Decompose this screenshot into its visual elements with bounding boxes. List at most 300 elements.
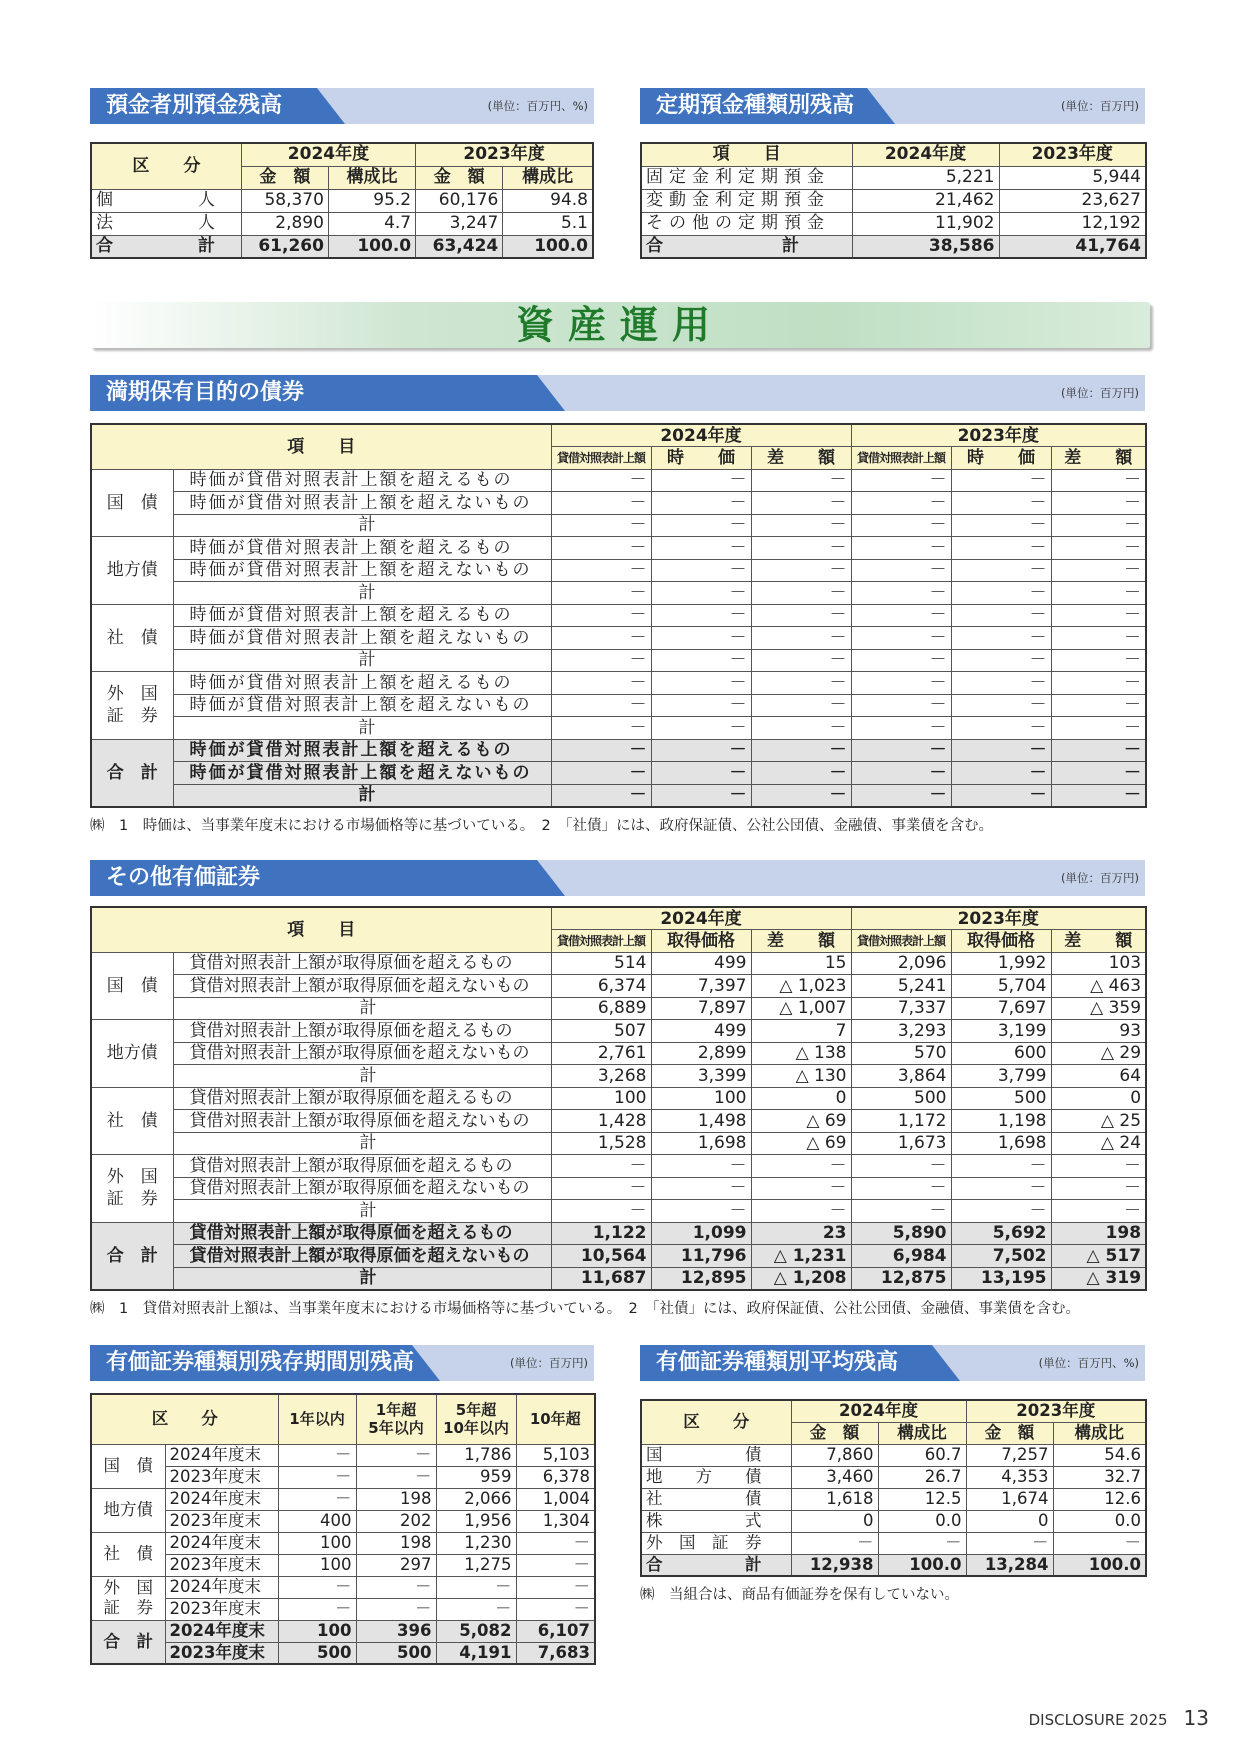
header-acquisition-cost: 取得価格: [651, 930, 751, 953]
cell-value: △ 1,007: [751, 997, 851, 1020]
header-book-value: 貸借対照表計上額: [551, 930, 651, 953]
publication-name: DISCLOSURE 2025: [1028, 1711, 1168, 1729]
header-over-10y: 10年超: [516, 1394, 595, 1444]
table-row: [91, 537, 1146, 560]
cell-value: 1,528: [551, 1132, 651, 1155]
row-label: 貸借対照表計上額が取得原価を超えないもの: [173, 1245, 551, 1268]
cell-value: －: [851, 672, 951, 695]
cell-value: －: [651, 762, 751, 785]
row-label: 時価が貸借対照表計上額を超えないもの: [173, 492, 551, 515]
row-label: 2024年度末: [165, 1488, 278, 1510]
cell-value: －: [651, 537, 751, 560]
cell-value: 499: [651, 1020, 751, 1043]
header-item: 項 目: [91, 424, 551, 469]
total-row: [91, 784, 1146, 807]
row-label: 時価が貸借対照表計上額を超えるもの: [173, 604, 551, 627]
cell-value: －: [551, 784, 651, 807]
cell-value: 12,895: [651, 1267, 751, 1290]
header-2024: 2024年度: [551, 424, 851, 447]
cell-value: －: [851, 469, 951, 492]
row-label: 貸借対照表計上額が取得原価を超えるもの: [173, 952, 551, 975]
header-2023: 2023年度: [851, 424, 1146, 447]
cell-value: △ 1,231: [751, 1245, 851, 1268]
cell-value: 0: [751, 1087, 851, 1110]
total-row: [91, 1222, 1146, 1245]
cell-value: －: [551, 649, 651, 672]
table-row: [91, 189, 593, 212]
cell-value: 5,221: [852, 166, 999, 189]
cell-value: －: [1051, 649, 1146, 672]
table-row: [91, 1200, 1146, 1223]
cell-value: 514: [551, 952, 651, 975]
cell-value: －: [551, 717, 651, 740]
row-label: 2023年度末: [165, 1510, 278, 1532]
cell-value: 400: [278, 1510, 356, 1532]
cell-value: 100.0: [1053, 1554, 1146, 1576]
header-book-value: 貸借対照表計上額: [851, 447, 951, 470]
cell-value: 7,897: [651, 997, 751, 1020]
cell-value: －: [651, 739, 751, 762]
cell-value: －: [1051, 762, 1146, 785]
cell-value: －: [851, 537, 951, 560]
cell-value: －: [1051, 582, 1146, 605]
row-label: 計: [173, 1267, 551, 1290]
row-label: 計: [173, 784, 551, 807]
cell-value: 2,890: [241, 212, 328, 235]
page-footer: [1029, 1706, 1209, 1730]
group-label: 合 計: [91, 739, 173, 807]
cell-value: －: [551, 1155, 651, 1178]
table-row: [91, 1554, 595, 1576]
cell-value: 1,498: [651, 1110, 751, 1133]
table-row: [91, 1532, 595, 1554]
cell-value: －: [356, 1466, 436, 1488]
cell-value: －: [1051, 784, 1146, 807]
cell-value: 94.8: [503, 189, 593, 212]
group-label: 国 債: [91, 469, 173, 537]
cell-value: 95.2: [328, 189, 415, 212]
row-label: 個 人: [91, 189, 241, 212]
cell-value: 2,066: [436, 1488, 516, 1510]
cell-value: 3,460: [791, 1466, 878, 1488]
cell-value: △ 463: [1051, 975, 1146, 998]
cell-value: 11,902: [852, 212, 999, 235]
cell-value: －: [1051, 559, 1146, 582]
row-label: 国 債: [641, 1444, 791, 1466]
table-row: [641, 1532, 1146, 1554]
cell-value: －: [751, 694, 851, 717]
cell-value: －: [751, 559, 851, 582]
cell-value: －: [356, 1598, 436, 1620]
group-label: 地方債: [91, 1020, 173, 1088]
table-row: [641, 1510, 1146, 1532]
header-item: 項 目: [91, 907, 551, 952]
cell-value: 1,618: [791, 1488, 878, 1510]
cell-value: －: [1051, 717, 1146, 740]
row-label: 社 債: [641, 1488, 791, 1510]
cell-value: 4.7: [328, 212, 415, 235]
cell-value: 5,082: [436, 1620, 516, 1642]
cell-value: －: [1053, 1532, 1146, 1554]
cell-value: －: [851, 514, 951, 537]
group-label: 合 計: [91, 1620, 165, 1664]
cell-value: －: [951, 1155, 1051, 1178]
table-row: [91, 1020, 1146, 1043]
row-label: 貸借対照表計上額が取得原価を超えないもの: [173, 1177, 551, 1200]
cell-value: 1,004: [516, 1488, 595, 1510]
cell-value: 7,257: [966, 1444, 1053, 1466]
cell-value: －: [966, 1532, 1053, 1554]
held-to-maturity-table: [90, 423, 1147, 808]
cell-value: 1,673: [851, 1132, 951, 1155]
cell-value: 5,103: [516, 1444, 595, 1466]
cell-value: 1,786: [436, 1444, 516, 1466]
row-label: 時価が貸借対照表計上額を超えるもの: [173, 537, 551, 560]
maturity-table: [90, 1393, 596, 1665]
cell-value: 1,099: [651, 1222, 751, 1245]
cell-value: 198: [1051, 1222, 1146, 1245]
cell-value: －: [751, 582, 851, 605]
cell-value: －: [851, 649, 951, 672]
table-row: [91, 672, 1146, 695]
header-2023: 2023年度: [416, 143, 593, 166]
cell-value: －: [951, 537, 1051, 560]
table-row: [91, 1087, 1146, 1110]
section-header: [90, 860, 1145, 896]
cell-value: 38,586: [852, 235, 999, 258]
cell-value: －: [551, 694, 651, 717]
cell-value: －: [851, 1155, 951, 1178]
unit-label: (単位：百万円): [510, 1356, 588, 1370]
cell-value: 7,502: [951, 1245, 1051, 1268]
row-label: 計: [173, 582, 551, 605]
section-title: 預金者別預金残高: [106, 93, 283, 118]
table-row: [641, 212, 1146, 235]
cell-value: △ 359: [1051, 997, 1146, 1020]
cell-value: 507: [551, 1020, 651, 1043]
footnote: ㈱ 当組合は、商品有価証券を保有していない。: [640, 1587, 959, 1603]
table-row: [91, 469, 1146, 492]
cell-value: 7,683: [516, 1642, 595, 1664]
cell-value: －: [851, 627, 951, 650]
cell-value: －: [1051, 492, 1146, 515]
row-label: 固定金利定期預金: [641, 166, 852, 189]
cell-value: －: [951, 672, 1051, 695]
header-difference: 差 額: [1051, 447, 1146, 470]
cell-value: 600: [951, 1042, 1051, 1065]
cell-value: 499: [651, 952, 751, 975]
cell-value: 1,198: [951, 1110, 1051, 1133]
cell-value: 3,199: [951, 1020, 1051, 1043]
cell-value: －: [751, 1155, 851, 1178]
total-row: [91, 235, 593, 258]
cell-value: 396: [356, 1620, 436, 1642]
header-category: 区 分: [91, 143, 241, 189]
section-header: [640, 88, 1145, 124]
cell-value: －: [851, 784, 951, 807]
row-label: 2024年度末: [165, 1576, 278, 1598]
cell-value: 1,172: [851, 1110, 951, 1133]
header-category: 区 分: [91, 1394, 278, 1444]
section-title: 定期預金種類別残高: [656, 93, 855, 118]
cell-value: △ 25: [1051, 1110, 1146, 1133]
cell-value: 198: [356, 1532, 436, 1554]
cell-value: 3,247: [416, 212, 503, 235]
cell-value: －: [551, 739, 651, 762]
cell-value: 63,424: [416, 235, 503, 258]
table-row: [91, 582, 1146, 605]
table-row: [91, 1444, 595, 1466]
cell-value: 7,860: [791, 1444, 878, 1466]
footnote: ㈱ 1 時価は、当事業年度末における市場価格等に基づいている。 2 「社債」には、政府保証債、公社公団債、金融債、事業債を含む。: [90, 817, 993, 834]
table-row: [91, 1576, 595, 1598]
cell-value: －: [551, 604, 651, 627]
header-2024: 2024年度: [791, 1400, 966, 1422]
cell-value: －: [651, 717, 751, 740]
cell-value: 12,938: [791, 1554, 878, 1576]
cell-value: 500: [278, 1642, 356, 1664]
cell-value: △ 130: [751, 1065, 851, 1088]
cell-value: 10,564: [551, 1245, 651, 1268]
cell-value: －: [278, 1488, 356, 1510]
header-category: 区 分: [641, 1400, 791, 1444]
cell-value: －: [851, 604, 951, 627]
header-2023: 2023年度: [999, 143, 1146, 166]
table-row: [91, 1598, 595, 1620]
row-label: 地 方 債: [641, 1466, 791, 1488]
cell-value: －: [751, 784, 851, 807]
cell-value: 100: [651, 1087, 751, 1110]
row-label: 2023年度末: [165, 1642, 278, 1664]
row-label: 計: [173, 717, 551, 740]
table-row: [91, 1110, 1146, 1133]
cell-value: 60.7: [878, 1444, 966, 1466]
cell-value: －: [851, 762, 951, 785]
cell-value: 0: [966, 1510, 1053, 1532]
cell-value: －: [551, 762, 651, 785]
cell-value: 1,698: [651, 1132, 751, 1155]
cell-value: 3,399: [651, 1065, 751, 1088]
total-row: [91, 1245, 1146, 1268]
cell-value: －: [951, 514, 1051, 537]
table-row: [91, 492, 1146, 515]
cell-value: －: [651, 649, 751, 672]
cell-value: 7,397: [651, 975, 751, 998]
cell-value: 0.0: [878, 1510, 966, 1532]
cell-value: －: [751, 762, 851, 785]
row-label: 法 人: [91, 212, 241, 235]
row-label: 合 計: [91, 235, 241, 258]
cell-value: －: [1051, 1200, 1146, 1223]
total-row: [641, 235, 1146, 258]
group-label: 外 国 証 券: [91, 1576, 165, 1620]
row-label: 時価が貸借対照表計上額を超えるもの: [173, 469, 551, 492]
cell-value: 6,374: [551, 975, 651, 998]
cell-value: 1,230: [436, 1532, 516, 1554]
cell-value: －: [551, 1200, 651, 1223]
cell-value: 5,241: [851, 975, 951, 998]
header-1-5y: 1年超 5年以内: [356, 1394, 436, 1444]
header-book-value: 貸借対照表計上額: [851, 930, 951, 953]
table-row: [91, 604, 1146, 627]
header-amount: 金 額: [966, 1422, 1053, 1444]
row-label: 貸借対照表計上額が取得原価を超えるもの: [173, 1020, 551, 1043]
cell-value: 2,899: [651, 1042, 751, 1065]
header-2023: 2023年度: [851, 907, 1146, 930]
cell-value: －: [516, 1576, 595, 1598]
row-label: 貸借対照表計上額が取得原価を超えないもの: [173, 1110, 551, 1133]
unit-label: (単位：百万円、%): [487, 99, 588, 113]
header-5-10y: 5年超 10年以内: [436, 1394, 516, 1444]
unit-label: (単位：百万円): [1061, 99, 1139, 113]
table-row: [91, 717, 1146, 740]
header-amount: 金 額: [791, 1422, 878, 1444]
group-label: 合 計: [91, 1222, 173, 1290]
cell-value: 500: [851, 1087, 951, 1110]
cell-value: △ 1,208: [751, 1267, 851, 1290]
header-difference: 差 額: [1051, 930, 1146, 953]
table-row: [91, 649, 1146, 672]
cell-value: －: [751, 492, 851, 515]
table-row: [91, 1042, 1146, 1065]
cell-value: 0: [1051, 1087, 1146, 1110]
header-acquisition-cost: 取得価格: [951, 930, 1051, 953]
cell-value: －: [356, 1444, 436, 1466]
group-label: 社 債: [91, 1532, 165, 1576]
cell-value: 570: [851, 1042, 951, 1065]
table-row: [91, 694, 1146, 717]
cell-value: 500: [951, 1087, 1051, 1110]
cell-value: △ 69: [751, 1132, 851, 1155]
row-label: 時価が貸借対照表計上額を超えないもの: [173, 559, 551, 582]
row-label: 貸借対照表計上額が取得原価を超えないもの: [173, 975, 551, 998]
header-ratio: 構成比: [328, 166, 415, 189]
table-row: [641, 1466, 1146, 1488]
cell-value: －: [516, 1554, 595, 1576]
cell-value: 5,890: [851, 1222, 951, 1245]
cell-value: －: [278, 1598, 356, 1620]
cell-value: －: [851, 492, 951, 515]
unit-label: (単位：百万円): [1061, 871, 1139, 885]
cell-value: －: [651, 582, 751, 605]
group-label: 外 国 証 券: [91, 1155, 173, 1223]
header-market-value: 時 価: [651, 447, 751, 470]
cell-value: 12,875: [851, 1267, 951, 1290]
cell-value: －: [651, 492, 751, 515]
cell-value: 959: [436, 1466, 516, 1488]
cell-value: 4,191: [436, 1642, 516, 1664]
row-label: 2023年度末: [165, 1554, 278, 1576]
section-header: [90, 375, 1145, 411]
cell-value: 12.5: [878, 1488, 966, 1510]
cell-value: 103: [1051, 952, 1146, 975]
cell-value: －: [951, 717, 1051, 740]
table-row: [91, 997, 1146, 1020]
cell-value: －: [551, 492, 651, 515]
cell-value: 7: [751, 1020, 851, 1043]
cell-value: 100: [278, 1620, 356, 1642]
maturity-section: [90, 1345, 594, 1665]
cell-value: －: [751, 649, 851, 672]
cell-value: －: [551, 582, 651, 605]
cell-value: 100: [278, 1532, 356, 1554]
header-ratio: 構成比: [503, 166, 593, 189]
cell-value: －: [851, 739, 951, 762]
cell-value: 12,192: [999, 212, 1146, 235]
cell-value: 3,268: [551, 1065, 651, 1088]
held-to-maturity-section: [90, 375, 1145, 835]
row-label: 2024年度末: [165, 1620, 278, 1642]
cell-value: 1,956: [436, 1510, 516, 1532]
cell-value: －: [951, 469, 1051, 492]
available-for-sale-section: [90, 860, 1145, 1318]
row-label: 変動金利定期預金: [641, 189, 852, 212]
row-label: その他の定期預金: [641, 212, 852, 235]
cell-value: －: [436, 1576, 516, 1598]
cell-value: －: [951, 1177, 1051, 1200]
cell-value: －: [751, 469, 851, 492]
cell-value: 6,107: [516, 1620, 595, 1642]
row-label: 2024年度末: [165, 1532, 278, 1554]
footnote: ㈱ 1 貸借対照表計上額は、当事業年度末における市場価格等に基づいている。 2 「社債」には、政府保証債、公社公団債、金融債、事業債を含む。: [90, 1300, 1080, 1317]
cell-value: 5,944: [999, 166, 1146, 189]
cell-value: 100.0: [878, 1554, 966, 1576]
cell-value: －: [951, 784, 1051, 807]
header-difference: 差 額: [751, 930, 851, 953]
cell-value: 93: [1051, 1020, 1146, 1043]
header-difference: 差 額: [751, 447, 851, 470]
cell-value: －: [851, 582, 951, 605]
cell-value: 11,796: [651, 1245, 751, 1268]
cell-value: －: [651, 672, 751, 695]
group-label: 国 債: [91, 1444, 165, 1488]
cell-value: －: [651, 694, 751, 717]
cell-value: －: [951, 739, 1051, 762]
cell-value: 0.0: [1053, 1510, 1146, 1532]
header-ratio: 構成比: [1053, 1422, 1146, 1444]
cell-value: 11,687: [551, 1267, 651, 1290]
cell-value: －: [551, 469, 651, 492]
total-row: [91, 739, 1146, 762]
row-label: 2023年度末: [165, 1466, 278, 1488]
cell-value: 100: [278, 1554, 356, 1576]
cell-value: －: [1051, 739, 1146, 762]
cell-value: 5.1: [503, 212, 593, 235]
page-number: 13: [1183, 1706, 1209, 1730]
total-row: [91, 762, 1146, 785]
table-row: [91, 514, 1146, 537]
section-banner: [90, 302, 1150, 348]
row-label: 時価が貸借対照表計上額を超えないもの: [173, 627, 551, 650]
average-balance-section: [640, 1345, 1145, 1604]
header-market-value: 時 価: [951, 447, 1051, 470]
table-row: [91, 212, 593, 235]
cell-value: 1,122: [551, 1222, 651, 1245]
cell-value: －: [1051, 672, 1146, 695]
cell-value: －: [951, 694, 1051, 717]
cell-value: －: [551, 1177, 651, 1200]
cell-value: －: [751, 1177, 851, 1200]
cell-value: －: [851, 717, 951, 740]
header-ratio: 構成比: [878, 1422, 966, 1444]
header-book-value: 貸借対照表計上額: [551, 447, 651, 470]
cell-value: －: [751, 627, 851, 650]
cell-value: 2,761: [551, 1042, 651, 1065]
cell-value: －: [951, 559, 1051, 582]
cell-value: 32.7: [1053, 1466, 1146, 1488]
cell-value: －: [651, 1177, 751, 1200]
cell-value: 13,284: [966, 1554, 1053, 1576]
